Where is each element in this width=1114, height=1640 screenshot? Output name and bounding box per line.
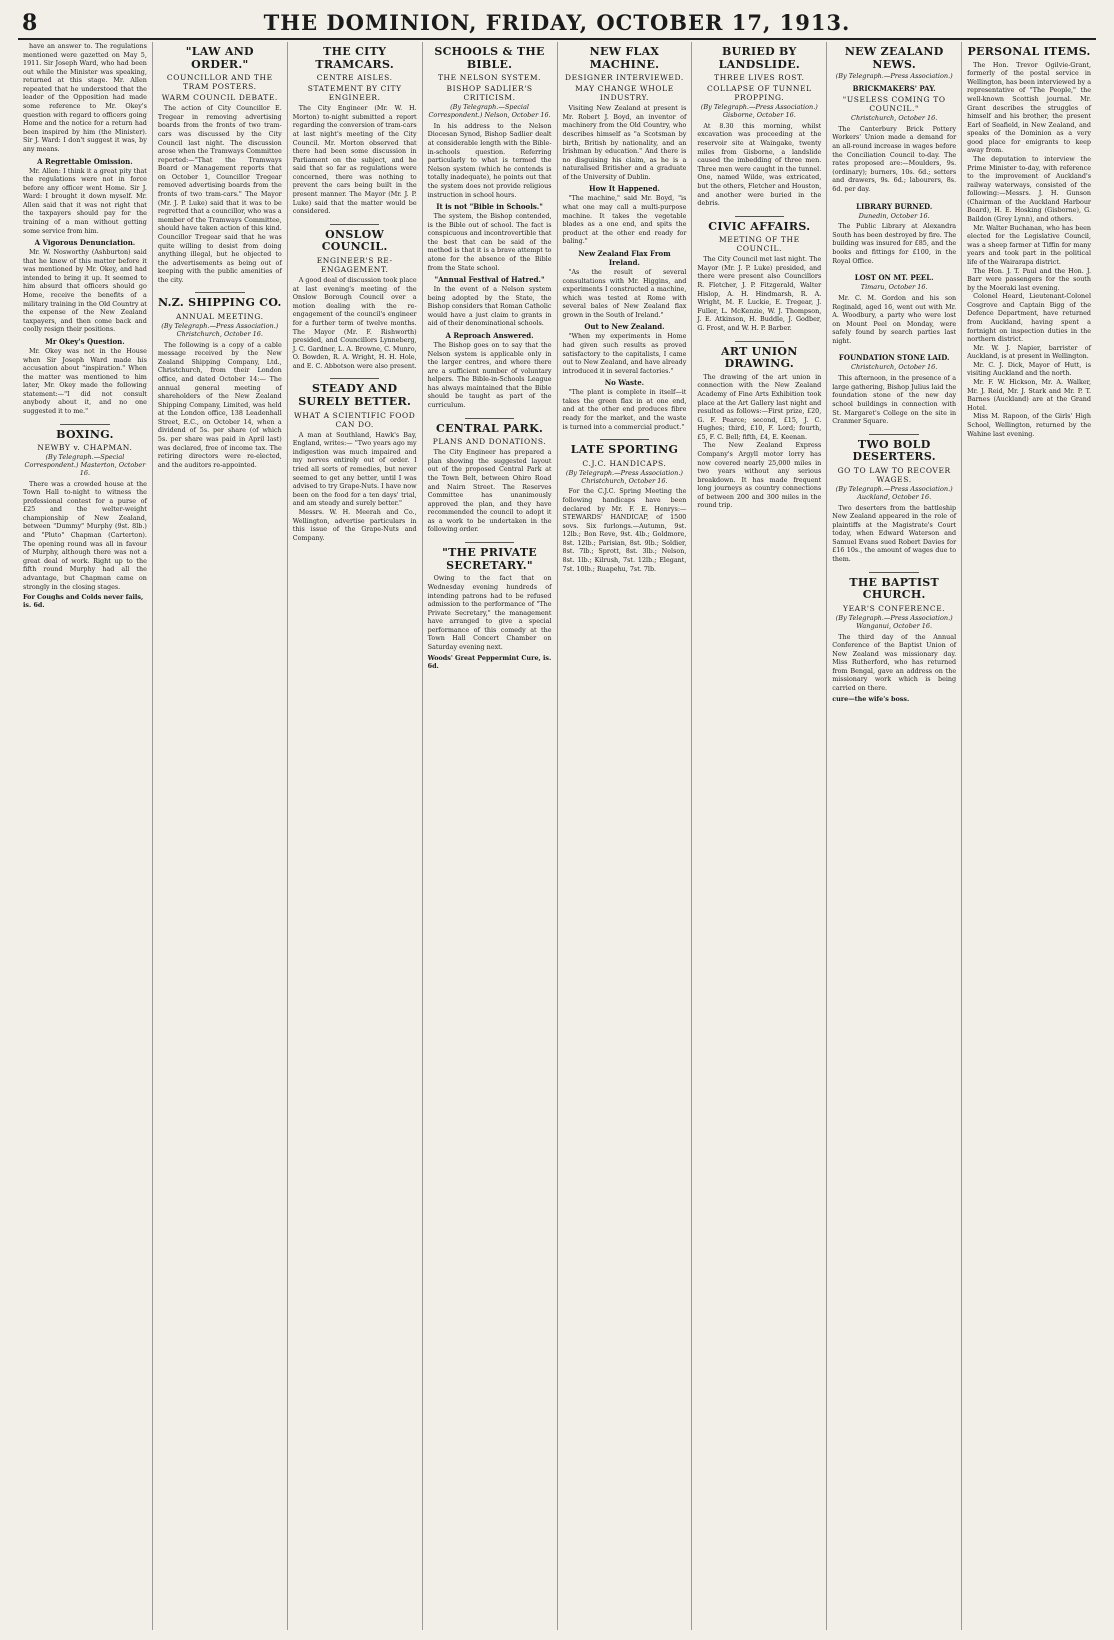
subheadline: CENTRE AISLES.: [316, 73, 393, 83]
byline: Timaru, October 16.: [860, 283, 928, 292]
page-number: 8: [22, 10, 38, 36]
article-text: The New Zealand Express Company's Argyll motor lorry has now covered nearly 25,000 miles in two years without any serious breakdown. It has made frequent long journeys as country connections of between 200 and 300 miles in the round trip.: [697, 441, 822, 510]
column-4: [423, 42, 558, 1630]
subheadline: DESIGNER INTERVIEWED.: [565, 73, 684, 83]
section-title: How It Happened.: [588, 184, 660, 194]
article-text: Messrs. W. H. Meerah and Co., Wellington, advertise particulars in this issue of the Grape-Nuts and Company.: [292, 507, 417, 542]
article-civic-affairs: [697, 216, 821, 333]
headline: TWO BOLD DESERTERS.: [852, 437, 936, 464]
article-deserters: [832, 434, 956, 564]
article-landslide: [697, 46, 821, 208]
byline: (By Telegraph.—Special Correspondent.) Masterton, October 16.: [24, 453, 146, 477]
byline: Christchurch, October 16.: [850, 114, 938, 123]
masthead: [18, 8, 1096, 40]
article-boxing: [23, 424, 147, 610]
byline: (By Telegraph.—Special Correspondent.) Nelson, October 16.: [428, 103, 551, 120]
article-late-sporting: [563, 439, 687, 573]
article-central-park: [428, 418, 552, 534]
divider: [60, 424, 110, 425]
article-shipping-co: [158, 292, 282, 469]
subheadline: GO TO LAW TO RECOVER WAGES.: [837, 466, 951, 484]
subheadline: COLLAPSE OF TUNNEL PROPPING.: [706, 84, 812, 103]
article-text: This afternoon, in the presence of a large gathering, Bishop Julius laid the foundation stone of the new day school buildings in connection with St. Margaret's College on the site in Cranmer Square.: [832, 374, 957, 426]
divider: [735, 216, 785, 217]
article-text: The City Engineer (Mr. W. H. Morton) to-night submitted a report regarding the conversion of tram-cars at last night's meeting of the City Council. Mr. Morton observed that there had been some discussion in Parliament on the subject, and he said that so far as regulations were concerned, there was nothing to prevent the cars being built in the present manner. The Mayor (Mr. J. P. Luke) said that the matter would be considered.: [292, 104, 417, 216]
article-text: Mr. W. Nosworthy (Ashburton) said that he knew of this matter before it was mentioned by Mr. Okey, and had intended to bring it up. It seemed to him absurd that officers should go Home, receive the benefits of a military training in the Old Country at the expense of the New Zealand taxpayers, and then come back and coolly resign their positions.: [23, 248, 147, 334]
article-text: The Canterbury Brick Pottery Workers' Union made a demand for an all-round increase in wages before the Conciliation Council to-day. The rates proposed are:—Moulders, 9s. (ordinary); burners, 10s. 6d.; setters and drawers, 9s. 6d.; labourers, 8s. 6d. per day.: [832, 124, 957, 193]
article-text: The Hon. Trevor Ogilvie-Grant, formerly of the postal service in Wellington, has been interviewed by a representative of "The People," the well-known Scottish journal. Mr. Grant describes the struggles of himself and his brother, the present Earl of Seafield, in New Zealand, and speaks of the Dominion as a very good place for emigrants to keep away from.: [967, 60, 1091, 155]
article-text: The Public Library at Alexandra South has been destroyed by fire. The building was insured for £85, and the books and fittings for £100, in the Royal Office.: [832, 222, 957, 265]
article-text: Mr. F. W. Hickson, Mr. A. Walker, Mr. J. Reid, Mr. J. Stark and Mr. P. T. Barnes (Auckland) are at the Grand Hotel.: [967, 378, 1091, 412]
byline: (By Telegraph.—Press Association.) Wanganui, October 16.: [835, 613, 953, 630]
article-law-and-order: [158, 46, 282, 284]
section-title: "Annual Festival of Hatred.": [434, 275, 545, 285]
advertisement-line: For Coughs and Colds never fails, is. 6d.: [23, 593, 144, 610]
article-text: A good deal of discussion took place at last evening's meeting of the Onslow Borough Council over a motion dealing with the re-engagement of the council's engineer for a further term of twelve months. The Mayor (Mr. F. Rishworth) presided, and Councillors Lynneberg, J. C. Gardner, L. A. Browne, C. Munro, O. Bowden, R. A. Wright, H. H. Hole, and E. C. Abbotson were also present.: [292, 276, 417, 370]
column-6: [692, 42, 827, 1630]
section-title: New Zealand Flax From Ireland.: [578, 248, 671, 267]
article-text: A man at Southland, Hawk's Bay, England, writes:— "Two years ago my indigestion was much impaired and my nerves entirely out of order. I tried all sorts of remedies, but never seemed to get any better, until I was advised to try Grape-Nuts. I have now been on the food for a ten days' trial, and am steady and surely better.": [292, 430, 417, 508]
divider: [465, 418, 515, 419]
section-title: A Vigorous Denunciation.: [34, 238, 136, 248]
article-flax-machine: [563, 46, 687, 431]
advertisement-line: cure—the wife's boss.: [832, 694, 910, 703]
article-text: In his address to the Nelson Diocesan Synod, Bishop Sadlier dealt at considerable length with the Bible-in-schools question. Referring particularly to what is termed the Nelson system (which he contends is totally inadequate), he points out that the system does not provide religious instruction in school hours.: [427, 121, 552, 199]
article-text: Miss M. Rapoon, of the Girls' High School, Wellington, returned by the Wahine last evening.: [967, 412, 1091, 438]
byline: Dunedin, October 16.: [858, 211, 930, 220]
newspaper-title: THE DOMINION, FRIDAY, OCTOBER 17, 1913.: [263, 10, 851, 35]
article-foundation-stone: [832, 353, 956, 425]
article-lost-mt-peel: [832, 273, 956, 345]
section-title: LOST ON MT. PEEL.: [854, 273, 934, 283]
subheadline: PLANS AND DONATIONS.: [432, 437, 547, 447]
section-title: It is not "Bible in Schools.": [436, 202, 543, 212]
article-library-burned: [832, 202, 956, 266]
byline: (By Telegraph.—Press Association.) Christchurch, October 16.: [565, 468, 683, 485]
byline: (By Telegraph.—Press Association.): [835, 72, 953, 81]
article-baptist-church: [832, 572, 956, 703]
article-text: The Hon. J. T. Paul and the Hon. J. Barr were passengers for the south by the Moeraki last evening.: [967, 266, 1091, 292]
article-text: The drawing of the art union in connection with the New Zealand Academy of Fine Arts Exhibition took place at the Art Gallery last night and resulted as follows:—First prize, £20, G. F. Pearce; second, £15, J. C. Hughes; third, £10, F. Lord; fourth, £5, F. C. Bell; fifth, £4, E. Keenan.: [697, 372, 822, 441]
subheadline: NEWBY v. CHAPMAN.: [37, 443, 133, 453]
headline: THE BAPTIST CHURCH.: [849, 575, 940, 602]
article-text: Mr. Okey was not in the House when Sir Joseph Ward made his accusation about "inspiration." When the matter was mentioned to him later, Mr. Okey made the following statement:—"I did not consult anybody about it, and no one suggested it to me.": [23, 346, 147, 415]
article-steady-better: [293, 378, 417, 542]
section-title: A Regrettable Omission.: [37, 156, 133, 166]
article-text: The system, the Bishop contended, is the Bible out of school. The fact is conspicuous and incontrovertible that the best that can be said of the method is that it is a brave attempt to atone for the absence of the Bible from the State school.: [427, 212, 552, 272]
headline: THE CITY TRAMCARS.: [315, 45, 394, 71]
article-art-union: [697, 341, 821, 511]
column-7: [827, 42, 962, 1630]
subheadline: C.J.C. HANDICAPS.: [582, 458, 667, 468]
subheadline: THE NELSON SYSTEM.: [437, 73, 542, 83]
divider: [869, 434, 919, 435]
headline: CENTRAL PARK.: [436, 421, 544, 435]
subheadline: MAY CHANGE WHOLE INDUSTRY.: [575, 84, 674, 103]
subheadline: ANNUAL MEETING.: [175, 312, 264, 322]
divider: [330, 224, 380, 225]
byline: Christchurch, October 16.: [850, 363, 938, 372]
headline: "LAW AND ORDER.": [185, 45, 254, 71]
headline: NEW ZEALAND NEWS.: [844, 45, 944, 71]
article-text: At 8.30 this morning, whilst excavation was proceeding at the reservoir site at Waingake, twenty miles from Gisborne, a landslide caused the imbedding of three men. Three men were caught in the tunnel. One, named Wilde, was extricated, but the others, Fletcher and Houston, and another were buried in the debris.: [697, 121, 822, 208]
section-title: No Waste.: [604, 378, 645, 388]
subheadline: YEAR'S CONFERENCE.: [843, 603, 946, 613]
article-text: Two deserters from the battleship New Zealand appeared in the role of plaintiffs at the Magistrate's Court today, when Edward Waterson and Samuel Evans sued Robert Davies for £16 10s., the amount of wages due to them.: [832, 503, 957, 564]
subheadline: WARM COUNCIL DEBATE.: [161, 93, 278, 103]
article-text: "The plant is complete in itself—it takes the green flax in at one end, and at the other end produces fibre ready for the market, and the waste is turned into a commercial product.": [562, 388, 687, 431]
article-text: The following is a copy of a cable message received by the New Zealand Shipping Company, Ltd., Christchurch, from their London office, and dated October 14:— The annual general meeting of shareholders of the New Zealand Shipping Company, Limited, was held at the London office, 138 Leadenhall Street, E.C., on October 14, when a dividend of 5s. per share (of which 5s. per share was paid in April last) was declared, free of income tax. The retiring directors were re-elected, and the auditors re-appointed.: [157, 340, 282, 469]
headline: PERSONAL ITEMS.: [967, 45, 1091, 58]
subheadline: WHAT A SCIENTIFIC FOOD CAN DO.: [294, 410, 416, 429]
subheadline: ENGINEER'S RE-ENGAGEMENT.: [316, 256, 393, 275]
article-text: In the event of a Nelson system being adopted by the State, the Bishop considers that Roman Catholic would have a just claim to grants in aid of their denominational schools.: [427, 285, 552, 328]
subheadline: STATEMENT BY CITY ENGINEER.: [307, 84, 402, 103]
headline: ART UNION DRAWING.: [720, 344, 798, 371]
article-text: There was a crowded house at the Town Hall to-night to witness the professional contest for a purse of £25 and the welter-weight championship of New Zealand, between "Dummy" Murphy (9st. 8lb.) and "Pluto" Chapman (Carterton). The opening round was all in favour of Murphy, although there was not a great deal of work. Right up to the fifth round Murphy had all the advantage, but Chapman came on strongly in the closing stages.: [23, 479, 147, 591]
headline: N.Z. SHIPPING CO.: [157, 296, 282, 310]
divider: [195, 292, 245, 293]
article-text: The deputation to interview the Prime Minister to-day, with reference to the improvement of Auckland's railway waterways, consisted of the following:—Messrs. J. H. Gunson (Chairman of the Auckland Harbour Board), H. E. Hosking (Gisborne), G. Baildon (Grey Lynn), and others.: [967, 155, 1091, 224]
article-text: "As the result of several consultations with Mr. Higgins, and experiments I constructed a machine, which was tested at Rome with several bales of New Zealand flax grown in the South of Ireland.": [562, 267, 687, 319]
article-city-tramcars: [293, 46, 417, 216]
article-text: For the C.J.C. Spring Meeting the following handicaps have been declared by Mr. F. E. Henrys:— STEWARDS' HANDICAP, of 1500 sovs. Six furlongs.—Autumn, 9st. 12lb.; Bon Reve, 9st. 4lb.; Goldmore, 8st. 12lb.; Parisian, 8st. 9lb.; Soldier, 8st. 7lb.; Sprott, 8st. 3lb.; Nelson, 8st. 1lb.; Kilrush, 7st. 12lb.; Elegant, 7st. 10lb.; Ruapehu, 7st. 7lb.: [562, 487, 687, 573]
article-text: Owing to the fact that on Wednesday evening hundreds of intending patrons had to be refused admission to the performance of "The Private Secretary," the management have arranged to give a special performance of this comedy at the Town Hall Concert Chamber on Saturday evening next.: [427, 574, 552, 651]
article-text: The City Engineer has prepared a plan showing the suggested layout out of the proposed Central Park at the Town Belt, between Ohiro Road and Nairn Street. The Reserves Committee has unanimously approved the plan, and they have recommended the council to adopt it as a work to be undertaken in the following order.: [427, 448, 552, 534]
headline: ONSLOW COUNCIL.: [321, 227, 388, 254]
section-title: Mr Okey's Question.: [45, 336, 125, 346]
headline: SCHOOLS & THE BIBLE.: [434, 45, 545, 71]
article-text: Mr. W. J. Napier, barrister of Auckland, is at present in Wellington.: [967, 343, 1091, 361]
article-text: Mr. C. J. Dick, Mayor of Hutt, is visiting Auckland and the north.: [967, 360, 1091, 378]
article-text: The third day of the Annual Conference of the Baptist Union of New Zealand was missionary day. Miss Rutherford, who has returned from Bengal, gave an address on the missionary work which is being carried on there.: [832, 632, 957, 692]
column-5: [558, 42, 693, 1630]
divider: [330, 378, 380, 379]
section-title: LIBRARY BURNED.: [856, 201, 933, 211]
article-text: The Bishop goes on to say that the Nelson system is applicable only in the larger centres, and where there are a sufficient number of voluntary helpers. The Bible-in-Schools League has always maintained that the Bible should be taught as part of the curriculum.: [427, 341, 552, 410]
section-title: Out to New Zealand.: [584, 322, 665, 332]
article-schools-bible: [428, 46, 552, 410]
divider: [600, 439, 650, 440]
article-text: The action of City Councillor E. Tregear in removing advertising boards from the fronts of two tram-cars was discussed by the City Council last night. The discussion arose when the Tramways Committee reported:—"That the Tramways Board or Management reports that on October 1, Councillor Tregear removed advertising boards from the fronts of two tram-cars." The Mayor (Mr. J. P. Luke) said that it was to be regretted that a councillor, who was a member of the Tramways Committee, should have taken action of this kind. Councillor Tregear said that he was quite willing to desist from doing anything illegal, but he objected to the advertisements as being out of keeping with the public amenities of the city.: [157, 104, 282, 284]
column-2: [153, 42, 288, 1630]
article-text: Mr. Walter Buchanan, who has been elected for the Legislative Council, was a sheep farmer at Tiffin for many years and took part in the political life of the Wairarapa district.: [967, 223, 1091, 266]
article-text: Visiting New Zealand at present is Mr. Robert J. Boyd, an inventor of machinery from the Old Country, who describes himself as "a Scotsman by birth, British by nationality, and an Irishman by education." And there is no disguising his claim, as he is a naturalised Britisher and a graduate of the University of Dublin.: [562, 104, 687, 181]
article-personal-items: [967, 46, 1091, 438]
byline: (By Telegraph.—Press Association.) Auckland, October 16.: [835, 485, 953, 501]
headline: LATE SPORTING: [570, 443, 679, 457]
column-8: [962, 42, 1096, 1630]
column-3: [288, 42, 423, 1630]
divider: [869, 572, 919, 573]
article-text: "The machine," said Mr. Boyd, "is what one may call a multi-purpose machine. It takes the vegetable blades as a one end, and spits the product at the other end ready for baling.": [562, 194, 687, 246]
subheadline: MEETING OF THE COUNCIL.: [718, 235, 800, 254]
article-private-secretary: [428, 542, 552, 670]
column-1: [18, 42, 153, 1630]
headline: CIVIC AFFAIRS.: [708, 219, 811, 233]
article-text: "When my experiments in Home had given such results as proved satisfactory to the capitalists, I came out to New Zealand, and have already introduced it in several factories.": [562, 332, 687, 375]
section-title: A Reproach Answered.: [445, 331, 534, 341]
headline: BURIED BY LANDSLIDE.: [718, 45, 801, 71]
headline: STEADY AND SURELY BETTER.: [298, 382, 412, 409]
subheadline: THREE LIVES ROST.: [714, 73, 805, 83]
headline: "THE PRIVATE SECRETARY.": [442, 546, 537, 572]
section-title: BRICKMAKERS' PAY.: [852, 84, 936, 94]
article-text: Mr. Allen: I think it a great pity that the regulations were not in force before any officer went Home. Sir J. Ward: I brought it down myself. Mr. Allen said that it was not right that the taxpayers should pay for the training of a man without getting some service from him.: [23, 166, 147, 235]
columns: [18, 42, 1096, 1630]
article-nz-news: [832, 46, 956, 194]
headline: BOXING.: [56, 427, 114, 441]
article-officers-training: [23, 42, 147, 416]
subheadline: "USELESS COMING TO COUNCIL.": [842, 95, 946, 114]
byline: (By Telegraph.—Press Association.) Gisborne, October 16.: [700, 103, 818, 120]
byline: (By Telegraph.—Press Association.) Christchurch, October 16.: [161, 322, 279, 338]
article-text: The City Council met last night. The Mayor (Mr. J. P. Luke) presided, and there were present also Councillors R. Fletcher, J. P. Fitzgerald, Walter Hislop, A. H. Hindmarsh, R. A. Wright, M. F. Luckie, E. Tregear, J. Fuller, L. McKenzie, W. J. Thompson, J. E. Atkinson, H. Buddle, J. Godber, G. Frost, and W. H. P. Barber.: [697, 255, 822, 332]
advertisement-line: Woods' Great Peppermint Cure, is. 6d.: [427, 653, 552, 670]
article-text: Colonel Heard, Lieutenant-Colonel Cosgrove and Captain Bigg of the Defence Department, have returned from Auckland, having spent a fortnight on inspection duties in the northern district.: [967, 292, 1091, 344]
subheadline: COUNCILLOR AND THE TRAM POSTERS.: [166, 73, 273, 92]
article-text: have an answer to. The regulations mentioned were gazetted on May 5, 1911. Sir Joseph Ward, who had been out while the Minister was speaking, returned at this stage. Mr. Allen repeated that he understood that the leader of the Opposition had made some reference to Mr. Okey's question with regard to officers going Home and the notice for a return had been inspired by him (the Minister). Sir J. Ward: I don't suggest it was, by any means.: [23, 42, 147, 153]
article-text: Mr. C. M. Gordon and his son Reginald, aged 16, went out with Mr. A. Woodbury, a party who were lost on Mount Peel on Monday, were safely found by search parties last night.: [832, 293, 957, 345]
article-onslow-council: [293, 224, 417, 371]
headline: NEW FLAX MACHINE.: [589, 45, 660, 71]
subheadline: BISHOP SADLIER'S CRITICISM.: [446, 84, 533, 103]
divider: [735, 341, 785, 342]
section-title: FOUNDATION STONE LAID.: [838, 353, 950, 363]
divider: [465, 542, 515, 543]
